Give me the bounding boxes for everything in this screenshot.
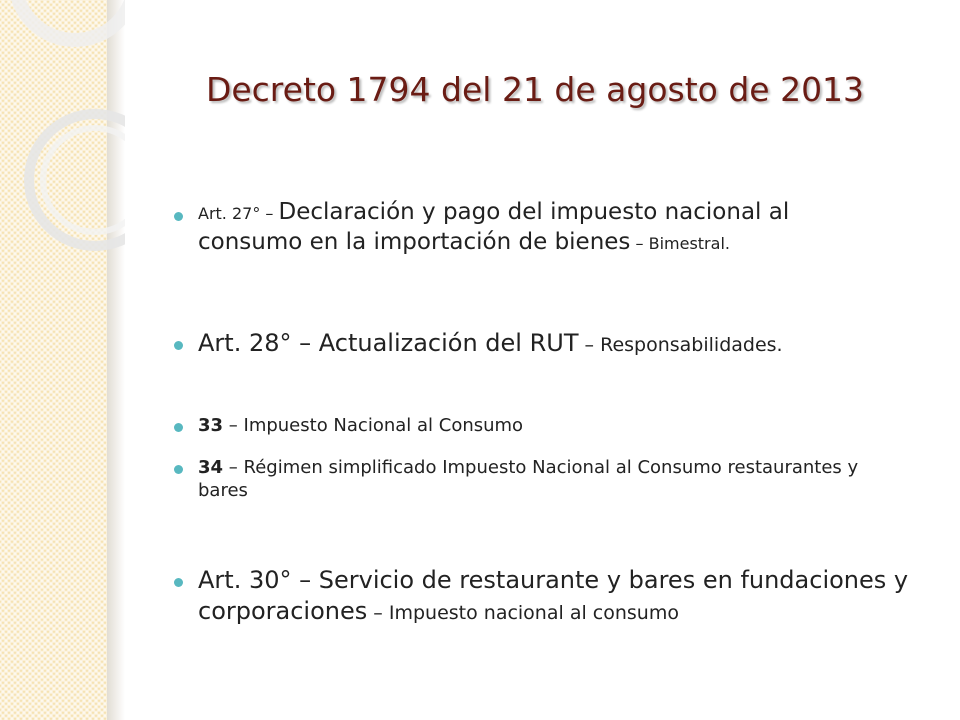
bullet-item-33 — [198, 414, 918, 437]
bullet-art-label: Art. 27° – — [198, 204, 279, 223]
bullet-dash: – — [630, 233, 649, 253]
bullet-art-30 — [198, 565, 948, 627]
bullet-main-text: Art. 28° – Actualización del RUT — [198, 329, 579, 357]
bullet-detail: Responsabilidades. — [600, 334, 783, 356]
bullet-text: – Impuesto Nacional al Consumo — [223, 415, 524, 436]
bullet-art-28 — [198, 328, 918, 359]
decorative-swirl-icon — [0, 0, 125, 260]
bullet-number: 34 — [198, 457, 224, 478]
bullet-art-27 — [198, 198, 858, 258]
bullet-detail: Bimestral. — [648, 233, 730, 253]
bullet-dash: – — [578, 334, 601, 356]
bullet-text: – Régimen simplificado Impuesto Nacional al Consumo restaurantes y bares — [198, 457, 859, 502]
bullet-item-34 — [198, 456, 878, 503]
slide-title: Decreto 1794 del 21 de agosto de 2013 — [205, 70, 865, 109]
bullet-main-text: Art. 30° – Servicio de restaurante y bares en fundaciones y corporaciones — [198, 566, 909, 626]
bullet-detail: Impuesto nacional al consumo — [388, 602, 679, 625]
bullet-main-text: Declaración y pago del impuesto nacional al consumo en la importación de bienes — [198, 199, 790, 255]
bullet-number: 33 — [198, 415, 224, 436]
bullet-dash: – — [367, 602, 389, 625]
